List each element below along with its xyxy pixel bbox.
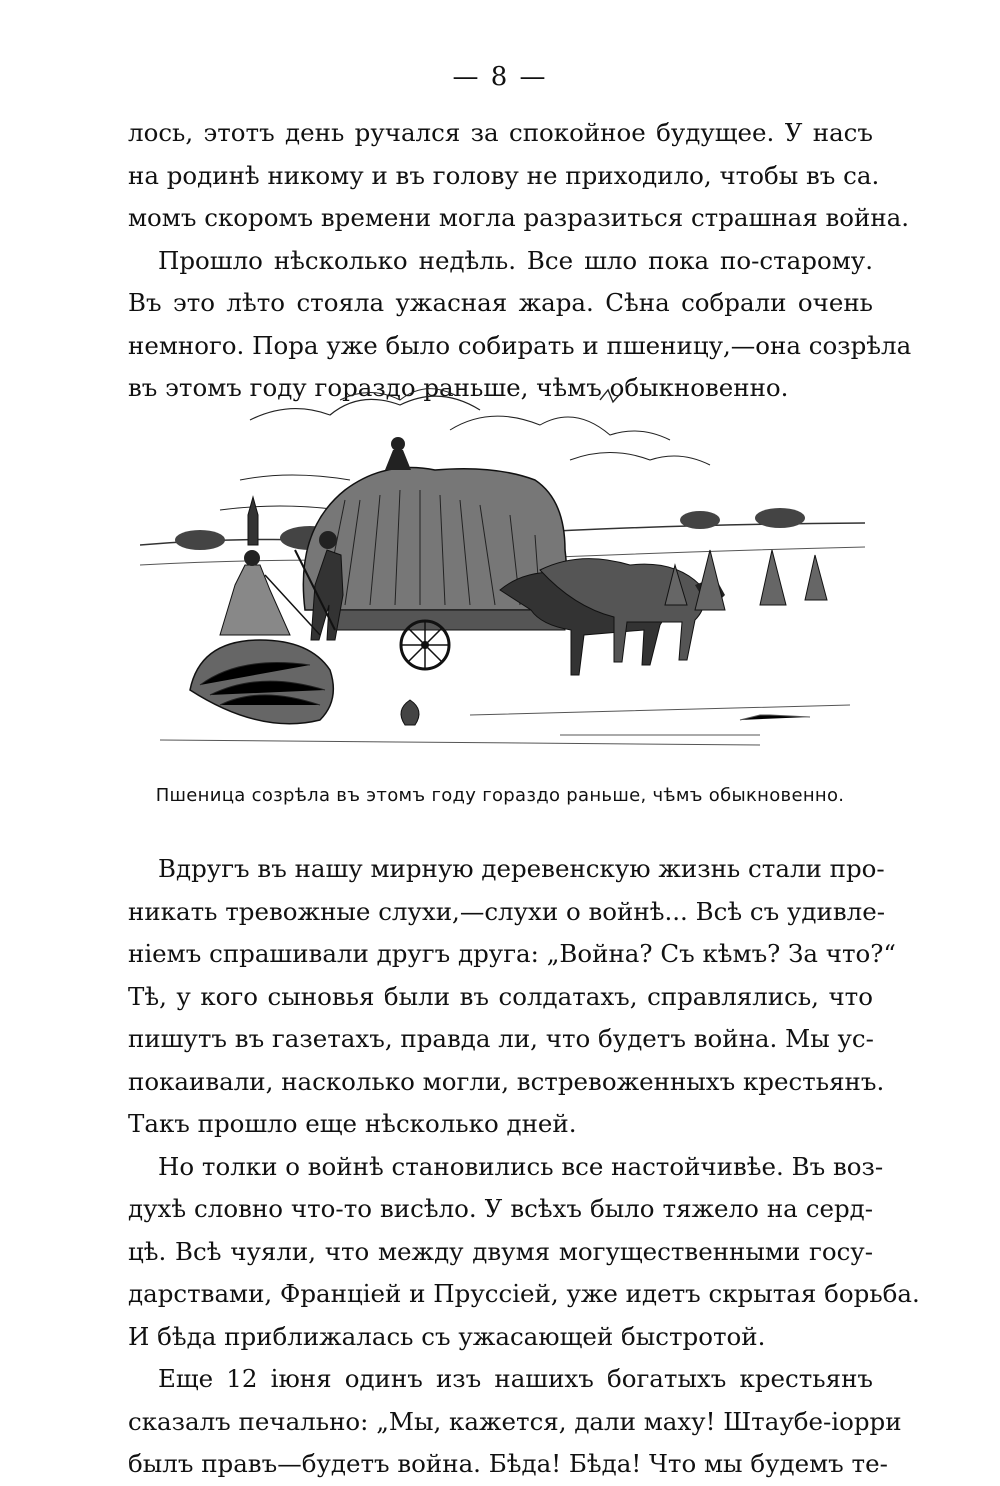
text-line: Прошло нѣсколько недѣль. Все шло пока по-старому. <box>158 245 873 275</box>
text-line: никать тревожные слухи,—слухи о войнѣ... Всѣ съ удивле- <box>128 896 885 926</box>
illustration-wheat-harvest <box>140 360 865 760</box>
text-line: Но толки о войнѣ становились все настойчивѣе. Въ воз- <box>158 1151 884 1181</box>
text-line: ніемъ спрашивали другъ друга: „Война? Съ кѣмъ? За что?“ <box>128 939 896 968</box>
text-line: цѣ. Всѣ чуяли, что между двумя могущественными госу- <box>128 1236 873 1266</box>
text-line: былъ правъ—будетъ война. Бѣда! Бѣда! Что мы будемъ те- <box>128 1449 888 1478</box>
text-line: духѣ словно что-то висѣло. У всѣхъ было тяжело на серд- <box>128 1194 873 1223</box>
illustration-caption: Пшеница созрѣла въ этомъ году гораздо раньше, чѣмъ обыкновенно. <box>155 785 845 806</box>
text-line: лось, этотъ день ручался за спокойное будущее. У насъ <box>128 118 873 147</box>
text-line: Еще 12 іюня одинъ изъ нашихъ богатыхъ крестьянъ <box>158 1364 873 1393</box>
text-line: на родинѣ никому и въ голову не приходило, чтобы въ са. <box>128 160 880 190</box>
text-line: въ этомъ году гораздо раньше, чѣмъ обыкновенно. <box>128 373 789 402</box>
text-line: пишутъ въ газетахъ, правда ли, что будетъ война. Мы ус- <box>128 1024 874 1053</box>
text-line: Такъ прошло еще нѣсколько дней. <box>128 1109 577 1138</box>
text-line: дарствами, Франціей и Пруссіей, уже идетъ скрытая борьба. <box>128 1279 920 1308</box>
text-line: момъ скоромъ времени могла разразиться страшная война. <box>128 203 910 232</box>
text-line: Тѣ, у кого сыновья были въ солдатахъ, справлялись, что <box>128 981 873 1011</box>
text-line: Въ это лѣто стояла ужасная жара. Сѣна собрали очень <box>128 288 873 317</box>
text-line: немного. Пора уже было собирать и пшеницу,—она созрѣла <box>128 330 912 360</box>
text-block-bottom <box>128 848 920 1486</box>
text-line: И бѣда приближалась съ ужасающей быстротой. <box>128 1321 766 1351</box>
text-line: Вдругъ въ нашу мирную деревенскую жизнь стали про- <box>158 854 885 883</box>
text-line: покаивали, насколько могли, встревоженныхъ крестьянъ. <box>128 1066 885 1096</box>
harvest-scene-drawing <box>140 360 865 760</box>
text-line: сказалъ печально: „Мы, кажется, дали маху! Штаубе-іорри <box>128 1406 902 1436</box>
page-number: — 8 — <box>452 62 548 92</box>
